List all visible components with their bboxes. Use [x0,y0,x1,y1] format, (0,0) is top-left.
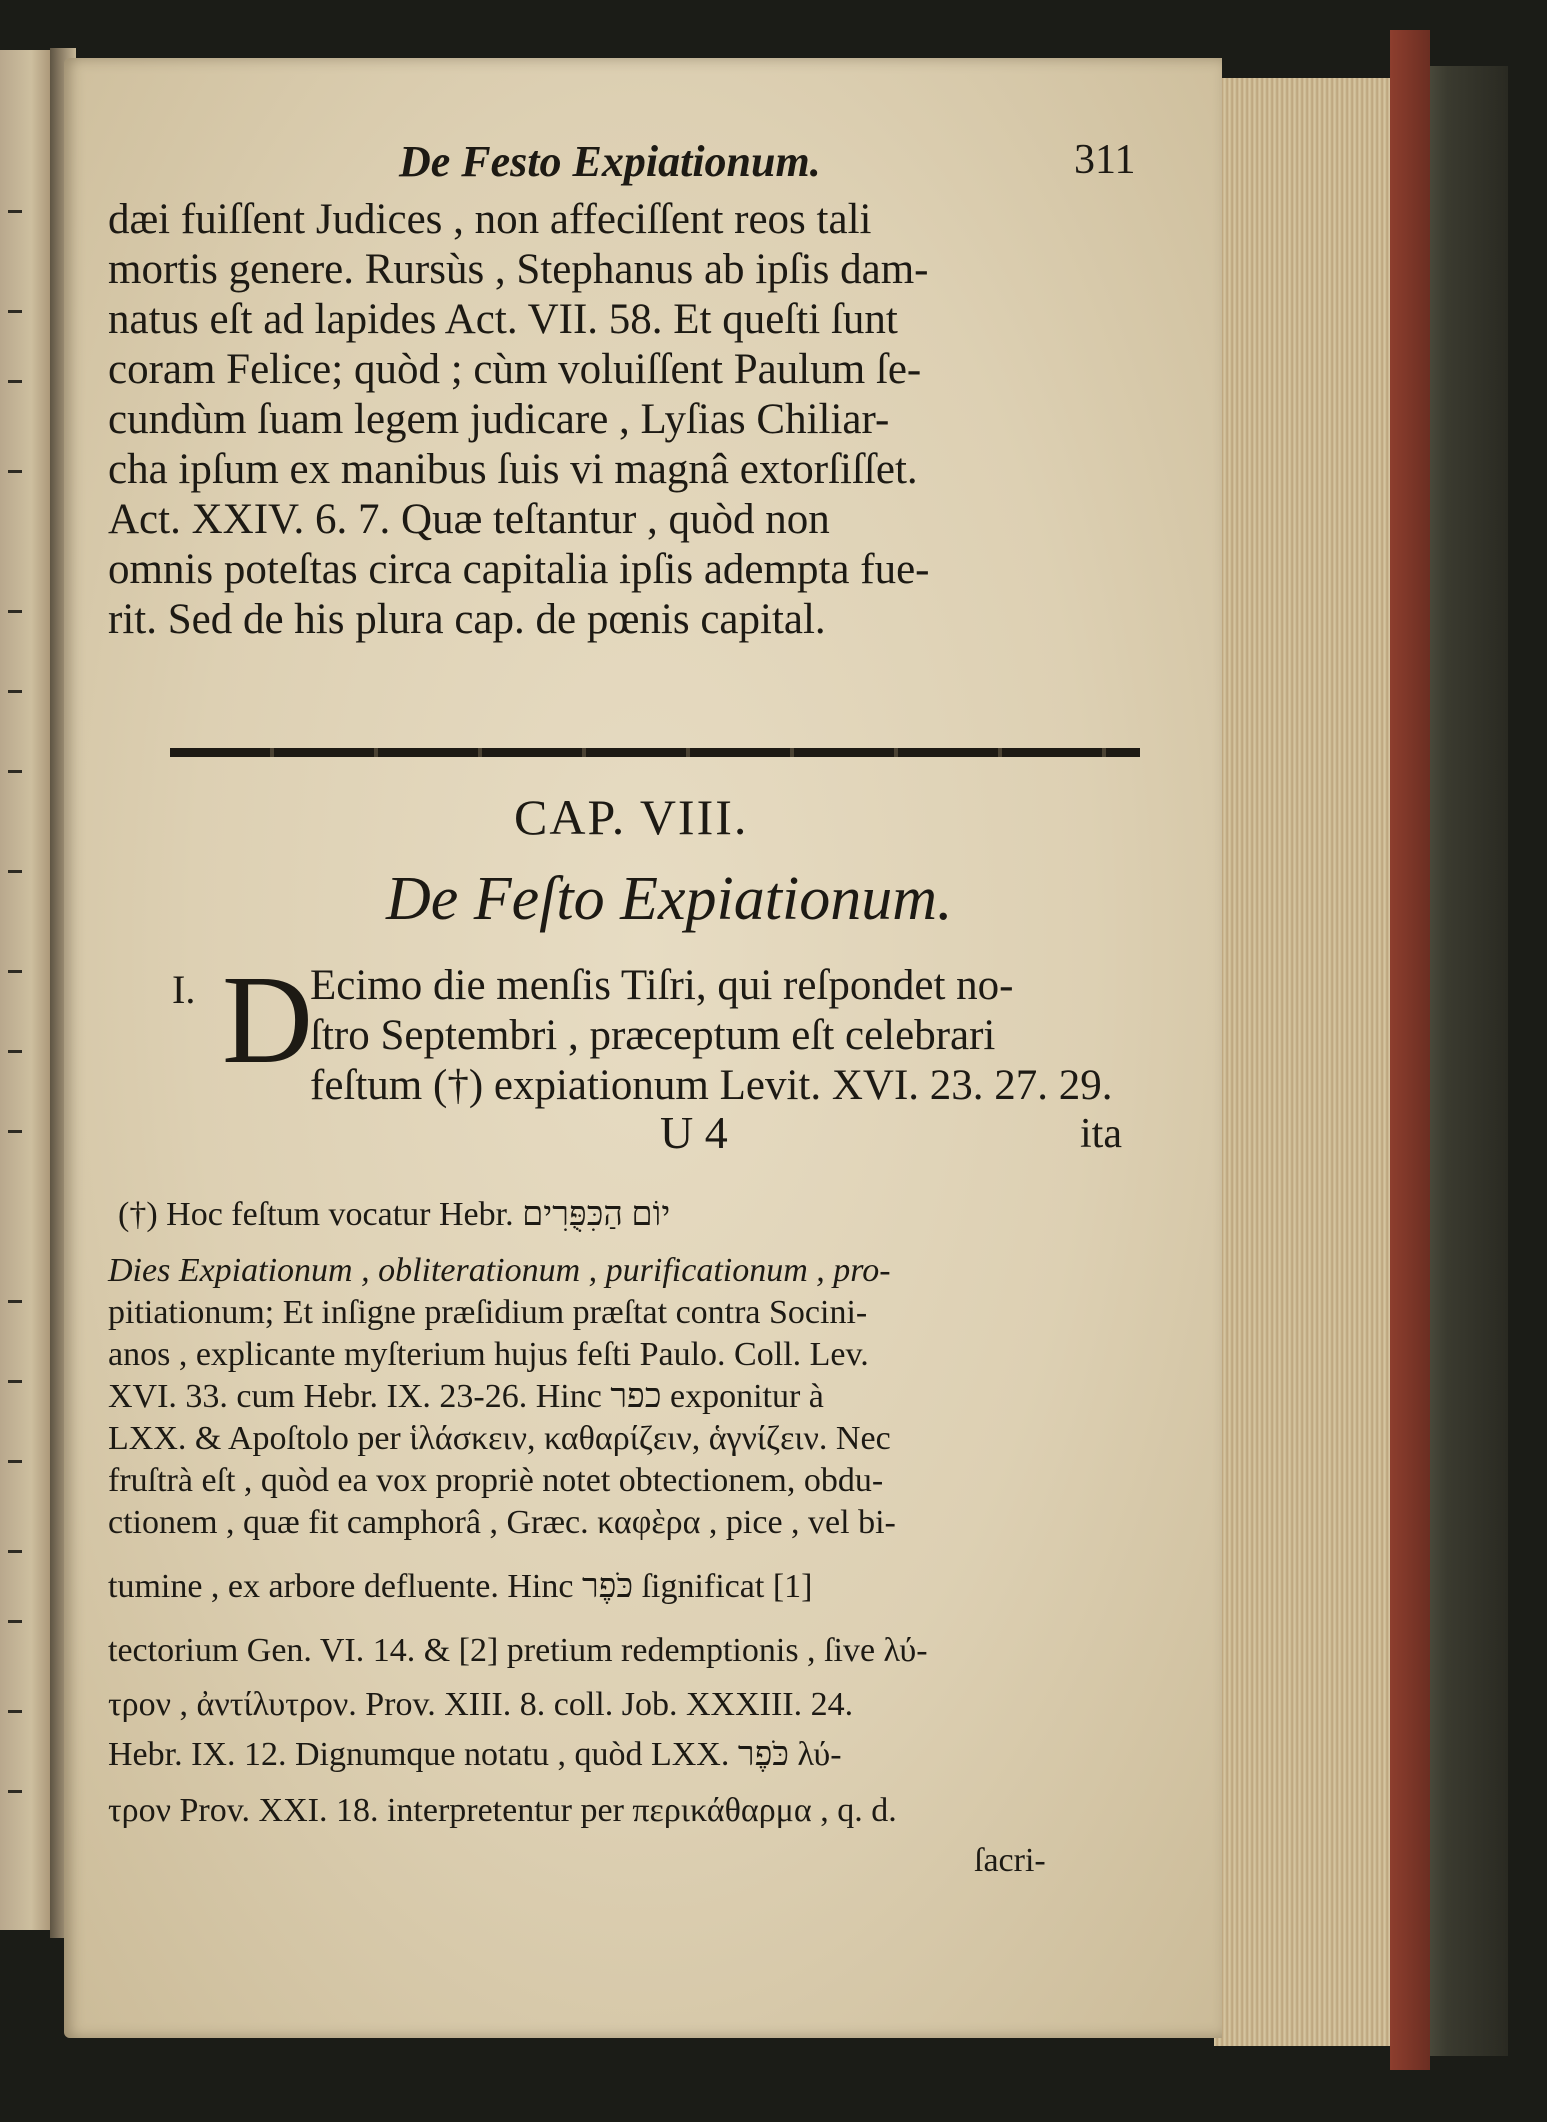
paragraph-line: Ecimo die menſis Tiſri, qui reſpondet no- [310,962,1014,1009]
body-line: cundùm ſuam legem judicare , Lyſias Chiliar- [108,396,890,443]
page-edges [1214,78,1408,2046]
chapter-title: De Feſto Expiationum. [386,865,953,933]
footnote-line: anos , explicante myſterium hujus feſti Paulo. Coll. Lev. [108,1336,869,1373]
section-divider-rule [170,748,1140,757]
footnote-line: pitiationum; Et inſigne præſidium præſtat contra Socini- [108,1294,868,1331]
book-page [64,58,1222,2038]
footnote-line: Hebr. IX. 12. Dignumque notatu , quòd LXX. כֹּפֶר λύ- [108,1736,842,1773]
body-line: omnis poteſtas circa capitalia ipſis adempta fue- [108,546,930,593]
footnote-line: fruſtrà eſt , quòd ea vox propriè notet obtectionem, obdu- [108,1462,884,1499]
footnote-line: tectorium Gen. VI. 14. & [2] pretium redemptionis , ſive λύ- [108,1632,928,1669]
body-line: cha ipſum ex manibus ſuis vi magnâ extorſiſſet. [108,446,918,493]
running-title: De Festo Expiationum. [399,137,821,186]
body-line: dæi fuiſſent Judices , non affeciſſent reos tali [108,196,872,243]
body-line: mortis genere. Rursùs , Stephanus ab ipſis dam- [108,246,929,293]
body-line: natus eſt ad lapides Act. VII. 58. Et queſti ſunt [108,296,898,343]
page-number: 311 [1074,137,1136,183]
body-line: Act. XXIV. 6. 7. Quæ teſtantur , quòd non [108,496,830,543]
chapter-number: CAP. VIII. [514,789,749,845]
signature-mark: U 4 [660,1107,728,1158]
drop-cap-initial: D [222,951,313,1090]
footnote-line: tumine , ex arbore defluente. Hinc כֹּפֶר ſignificat [1] [108,1568,813,1605]
footnote-line: LXX. & Apoſtolo per ἱλάσκειν, καθαρίζειν, ἁγνίζειν. Nec [108,1420,891,1457]
facing-page-edge [0,50,52,1930]
page-text [64,58,1222,2038]
footnote-catchword: ſacri- [974,1842,1046,1879]
paragraph-line: feſtum (†) expiationum Levit. XVI. 23. 27. 29. [310,1062,1113,1109]
body-line: coram Felice; quòd ; cùm voluiſſent Paulum ſe- [108,346,922,393]
catchword: ita [1080,1111,1122,1157]
footnote-line: τρον Prov. XXI. 18. interpretentur per περικάθαρμα , q. d. [108,1792,897,1829]
footnote-line: ctionem , quæ fit camphorâ , Græc. καφὲρα , pice , vel bi- [108,1504,896,1541]
paragraph-line: ſtro Septembri , præceptum eſt celebrari [310,1012,996,1059]
paragraph-number: I. [172,967,196,1012]
footnote-line: τρον , ἀντίλυτρον. Prov. XIII. 8. coll. Job. XXXIII. 24. [108,1686,854,1723]
body-line: rit. Sed de his plura cap. de pœnis capital. [108,596,826,643]
footnote-line: XVI. 33. cum Hebr. IX. 23-26. Hinc כפר exponitur à [108,1378,824,1415]
footnote-line: (†) Hoc feſtum vocatur Hebr. יוֹם הַכִּפֻּרִים [118,1196,671,1233]
footnote-line: Dies Expiationum , obliterationum , purificationum , pro- [108,1252,891,1289]
page-clip [1390,30,1430,2070]
